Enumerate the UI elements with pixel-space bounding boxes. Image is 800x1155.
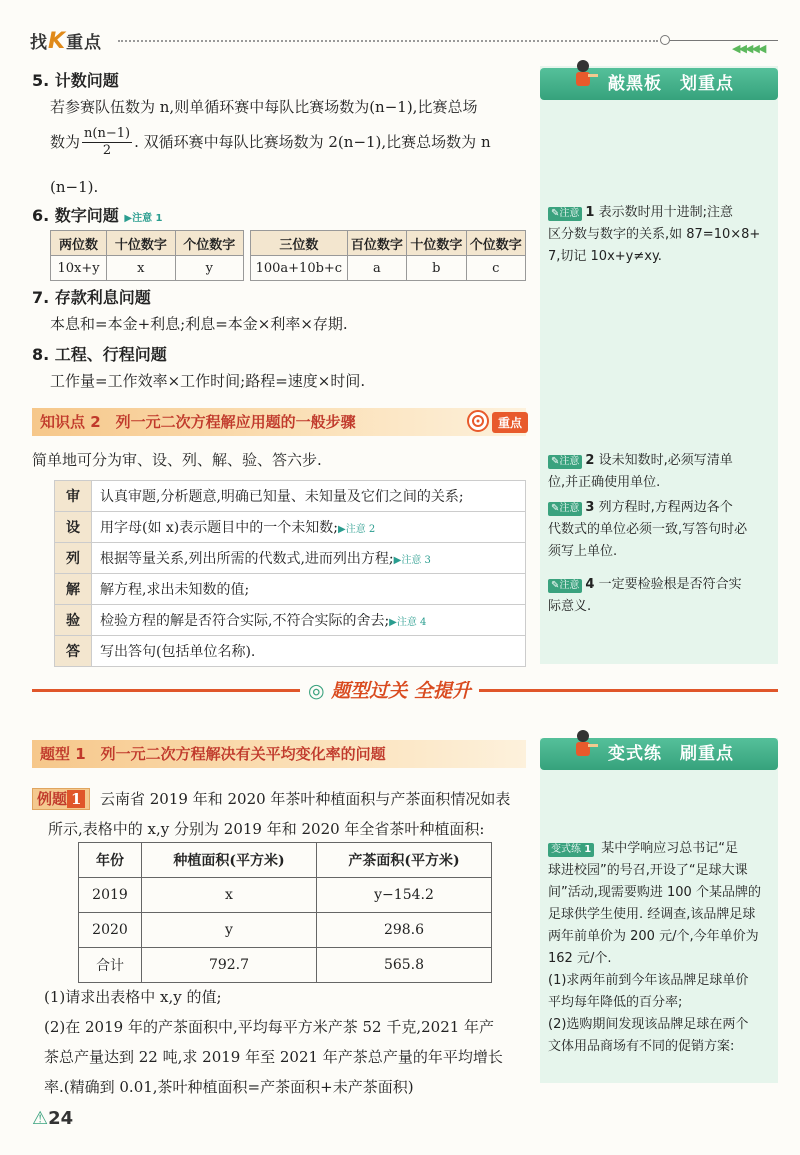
note-badge: ✎注意 <box>548 502 582 516</box>
section-title: 6. 数字问题 ▶注意 1 <box>32 206 163 225</box>
tea-area-table: 年份 种植面积(平方米) 产茶面积(平方米) 2019 x y−154.2 2020 y 298.6 合计 792.7 565.8 <box>78 842 492 983</box>
table-row: 2019 x y−154.2 <box>79 878 492 913</box>
table-row: 列 根据等量关系,列出所需的代数式,进而列出方程;▶注意 3 <box>55 543 526 574</box>
example-text: 例题 1 云南省 2019 年和 2020 年茶叶种植面积与产茶面积情况如表 所示,表格中的 x,y 分别为 2019 年和 2020 年全省茶叶种植面积: <box>32 784 532 844</box>
table-row: 审 认真审题,分析题意,明确已知量、未知量及它们之间的关系; <box>55 481 526 512</box>
knowledge-point-banner: 知识点 2 列一元二次方程解应用题的一般步骤 <box>32 408 526 436</box>
target-icon <box>466 409 490 433</box>
practice-badge: 变式练 1 <box>548 843 594 857</box>
section-title: 7. 存款利息问题 <box>32 288 151 307</box>
note-3: ✎注意 3 列方程时,方程两边各个 代数式的单位必须一致,写答句时必 须写上单位. <box>548 500 748 559</box>
side-panel-title: 变式练 刷重点 <box>540 738 778 770</box>
note-link[interactable]: ▶注意 3 <box>393 555 431 566</box>
table-row: 2020 y 298.6 <box>79 913 492 948</box>
page-number: ⚠24 <box>32 1108 74 1129</box>
note-link[interactable]: ▶注意 1 <box>124 213 163 224</box>
fraction: n(n−1) 2 <box>84 125 131 158</box>
key-badge: 重点 <box>492 412 528 433</box>
person-icon <box>566 728 600 762</box>
digits-table-3: 三位数 百位数字 十位数字 个位数字 100a+10b+c a b c <box>250 230 526 281</box>
example-questions: (1)请求出表格中 x,y 的值; (2)在 2019 年的产茶面积中,平均每平方米产茶 52 千克,2021 年产 茶总产量达到 22 吨,求 2019 年至 2021 年产茶总产量的年平均增长 率.(精确到 0.01,茶叶种植面积=产茶面积+未产茶面积) <box>44 988 503 1096</box>
section-5-body: 若参赛队伍数为 n,则单循环赛中每队比赛场数为(n−1),比赛总场 数为 n(n−1) 2 . 双循环赛中每队比赛场数为 2(n−1),比赛总场数为 n (n−1). <box>50 98 491 196</box>
section-title: 5. 计数问题 <box>32 71 119 90</box>
header-rule-right <box>670 40 778 41</box>
header-circle-icon <box>660 35 670 45</box>
section-title: 8. 工程、行程问题 <box>32 345 167 364</box>
header-rule <box>118 40 658 42</box>
table-row: 解 解方程,求出未知数的值; <box>55 574 526 605</box>
note-1: ✎注意 1 表示数时用十进制;注意 区分数与数字的关系,如 87=10×8+ 7,切记 10x+y≠xy. <box>548 205 761 264</box>
table-row: 答 写出答句(包括单位名称). <box>55 636 526 667</box>
side-panel-title: 敲黑板 划重点 <box>540 68 778 100</box>
center-title: ◎ 题型过关 全提升 <box>300 676 479 703</box>
note-link[interactable]: ▶注意 4 <box>389 617 427 628</box>
steps-intro: 简单地可分为审、设、列、解、验、答六步. <box>32 451 322 469</box>
digits-table-2: 两位数 十位数字 个位数字 10x+y x y <box>50 230 244 281</box>
header-logo: 找K重点 <box>30 29 103 54</box>
note-4: ✎注意 4 一定要检验根是否符合实 际意义. <box>548 577 742 614</box>
question-type-banner: 题型 1 列一元二次方程解决有关平均变化率的问题 <box>32 740 526 768</box>
section-7-body: 本息和=本金+利息;利息=本金×利率×存期. <box>50 315 348 333</box>
table-row: 合计 792.7 565.8 <box>79 948 492 983</box>
steps-table <box>54 480 526 667</box>
header-arrows-icon: ◀◀◀◀◀ <box>732 42 765 55</box>
note-badge: ✎注意 <box>548 207 582 221</box>
table-row: 设 用字母(如 x)表示题目中的一个未知数;▶注意 2 <box>55 512 526 543</box>
person-icon <box>566 58 600 92</box>
practice-1: 变式练 1 某中学响应习总书记“足 球进校园”的号召,开设了“足球大课 间”活动,现需要购进 100 个某品牌的 足球供学生使用. 经调查,该品牌足球 两年前单价为 200 元/个,今年单价为 162 元/个. (1)求两年前到今年该品牌足球单价 平均每年降低的百分率; (2)选购期间发现该品牌足球在两个 文体用品商场有不同的促销方案: <box>548 841 761 1054</box>
example-tag: 例题 1 <box>32 788 90 810</box>
note-2: ✎注意 2 设未知数时,必须写清单 位,并正确使用单位. <box>548 453 733 490</box>
note-badge: ✎注意 <box>548 579 582 593</box>
section-8-body: 工作量=工作效率×工作时间;路程=速度×时间. <box>50 372 366 390</box>
table-row: 验 检验方程的解是否符合实际,不符合实际的舍去;▶注意 4 <box>55 605 526 636</box>
note-badge: ✎注意 <box>548 455 582 469</box>
note-link[interactable]: ▶注意 2 <box>338 524 376 535</box>
